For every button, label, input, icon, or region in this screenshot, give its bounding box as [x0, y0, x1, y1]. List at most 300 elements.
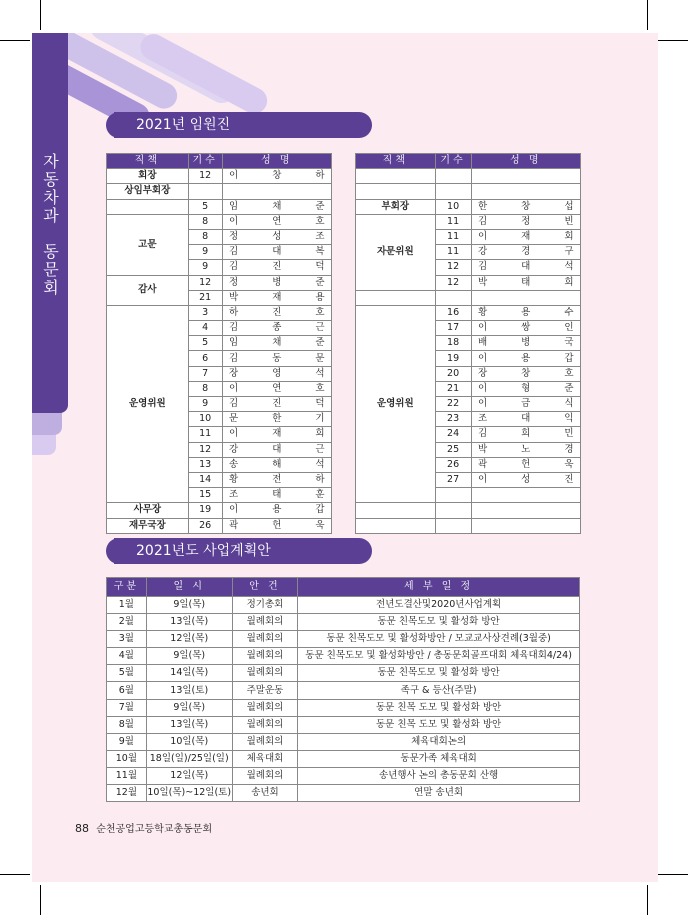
- name-char: 성: [272, 231, 282, 243]
- name-cell: [471, 518, 580, 533]
- month-cell: 1월: [107, 597, 147, 614]
- name-char: 이: [477, 382, 488, 394]
- name-char: 임: [229, 200, 239, 212]
- term-cell: 26: [188, 518, 222, 533]
- page-number: 88: [75, 822, 89, 835]
- name-char: 빈: [564, 215, 574, 227]
- term-cell: 8: [188, 229, 222, 244]
- side-title-char: 회: [43, 278, 59, 297]
- name-char: 인: [564, 322, 574, 334]
- agenda-cell: 월례회의: [232, 733, 298, 750]
- name-char: 쌍: [521, 322, 531, 334]
- term-cell: 11: [435, 214, 471, 229]
- name-cell: [471, 321, 580, 336]
- month-cell: 11월: [107, 767, 147, 784]
- table-row: [356, 169, 581, 184]
- name-cell: [222, 381, 331, 396]
- name-char: 김: [477, 215, 488, 227]
- term-cell: 12: [435, 260, 471, 275]
- agenda-cell: 월례회의: [232, 665, 298, 682]
- name-char: 이: [229, 504, 239, 516]
- side-tab-shadow: [32, 435, 56, 455]
- name-char: 배: [477, 337, 488, 349]
- role-cell: [356, 518, 436, 533]
- name-char: 해: [272, 458, 282, 470]
- name-char: 전: [272, 474, 282, 486]
- name-char: 강: [229, 443, 239, 455]
- name-char: 이: [477, 231, 488, 243]
- table-row: [107, 275, 332, 290]
- role-cell: 운영위원: [107, 305, 189, 502]
- date-cell: 9일(목): [146, 648, 232, 665]
- name-char: 조: [477, 413, 488, 425]
- name-char: 민: [564, 428, 574, 440]
- month-cell: 5월: [107, 665, 147, 682]
- table-row: [107, 518, 332, 533]
- term-cell: [435, 290, 471, 305]
- term-cell: 11: [435, 245, 471, 260]
- side-tab-shadow: [32, 413, 62, 435]
- table-row: [107, 733, 580, 750]
- name-char: 수: [564, 306, 574, 318]
- name-char: 익: [564, 413, 574, 425]
- table-row: [107, 767, 580, 784]
- table-row: [107, 503, 332, 518]
- name-char: 정: [229, 231, 239, 243]
- crop-mark: [0, 40, 30, 41]
- name-cell: [471, 472, 580, 487]
- name-cell: [471, 214, 580, 229]
- table-row: [107, 169, 332, 184]
- term-cell: 6: [188, 351, 222, 366]
- name-char: 이: [477, 322, 488, 334]
- name-char: 조: [315, 231, 325, 243]
- name-char: 채: [272, 337, 282, 349]
- name-cell: [471, 397, 580, 412]
- term-cell: 14: [188, 472, 222, 487]
- date-cell: 12일(목): [146, 767, 232, 784]
- term-cell: 5: [188, 199, 222, 214]
- name-char: 황: [477, 306, 488, 318]
- name-cell: [471, 381, 580, 396]
- date-cell: 18일(일)/25일(일): [146, 750, 232, 767]
- name-cell: [471, 260, 580, 275]
- name-char: 욱: [315, 519, 325, 531]
- side-title-char: 과: [43, 206, 59, 225]
- name-char: 회: [564, 231, 574, 243]
- name-char: 임: [229, 337, 239, 349]
- name-char: 김: [477, 261, 488, 273]
- detail-cell: 동문가족 체육대회: [298, 750, 580, 767]
- term-cell: [435, 184, 471, 199]
- term-cell: 20: [435, 366, 471, 381]
- table-row: [356, 184, 581, 199]
- name-char: 용: [272, 504, 282, 516]
- name-char: 문: [229, 413, 239, 425]
- name-char: 정: [229, 276, 239, 288]
- table-row: [356, 214, 581, 229]
- name-char: 황: [229, 474, 239, 486]
- name-char: 창: [521, 200, 531, 212]
- name-char: 기: [315, 413, 325, 425]
- name-cell: [471, 169, 580, 184]
- table-row: [356, 305, 581, 320]
- name-char: 태: [521, 276, 531, 288]
- name-char: 박: [477, 443, 488, 455]
- header-agenda: 안 건: [232, 578, 298, 597]
- term-cell: 18: [435, 336, 471, 351]
- term-cell: 15: [188, 488, 222, 503]
- name-char: 희: [521, 428, 531, 440]
- side-title-char: 동: [43, 242, 59, 261]
- name-cell: [471, 229, 580, 244]
- table-row: [107, 716, 580, 733]
- date-cell: 13일(목): [146, 614, 232, 631]
- date-cell: 14일(목): [146, 665, 232, 682]
- name-char: 헌: [521, 458, 531, 470]
- name-cell: [222, 503, 331, 518]
- name-char: 이: [229, 382, 239, 394]
- name-char: 장: [229, 367, 239, 379]
- name-char: 한: [272, 413, 282, 425]
- crop-mark: [0, 874, 30, 875]
- name-cell: [222, 472, 331, 487]
- name-cell: [471, 184, 580, 199]
- name-char: 희: [564, 276, 574, 288]
- header-role: 직책: [107, 154, 189, 169]
- detail-cell: 동문 친목도모 및 활성화방안 / 모교교사상견례(3월중): [298, 631, 580, 648]
- crop-mark: [658, 874, 688, 875]
- name-char: 정: [521, 215, 531, 227]
- date-cell: 9일(목): [146, 699, 232, 716]
- crop-mark: [647, 885, 648, 915]
- table-row: [107, 699, 580, 716]
- name-cell: [471, 245, 580, 260]
- name-char: 덕: [315, 398, 325, 410]
- page: [32, 33, 658, 882]
- table-row: [107, 614, 580, 631]
- role-cell: [356, 290, 436, 305]
- role-cell: [356, 169, 436, 184]
- name-char: 호: [315, 215, 325, 227]
- side-title-char: 자: [43, 152, 59, 171]
- role-cell: 자문위원: [356, 214, 436, 290]
- name-char: 김: [229, 246, 239, 258]
- name-char: 진: [272, 398, 282, 410]
- name-char: 박: [229, 291, 239, 303]
- name-char: 석: [564, 261, 574, 273]
- officers-table-right: [355, 153, 581, 534]
- name-cell: [471, 199, 580, 214]
- term-cell: 9: [188, 260, 222, 275]
- name-char: 김: [477, 428, 488, 440]
- term-cell: 26: [435, 457, 471, 472]
- name-char: 헌: [272, 519, 282, 531]
- name-char: 문: [315, 352, 325, 364]
- name-cell: [222, 184, 331, 199]
- term-cell: 21: [435, 381, 471, 396]
- name-char: 용: [315, 291, 325, 303]
- date-cell: 10일(목): [146, 733, 232, 750]
- name-char: 송: [229, 458, 239, 470]
- name-char: 태: [272, 489, 282, 501]
- name-cell: [222, 275, 331, 290]
- header-term: 기수: [188, 154, 222, 169]
- crop-mark: [40, 0, 41, 30]
- name-char: 훈: [315, 489, 325, 501]
- name-char: 한: [477, 200, 488, 212]
- agenda-cell: 월례회의: [232, 699, 298, 716]
- name-char: 근: [315, 322, 325, 334]
- name-cell: [222, 351, 331, 366]
- name-char: 준: [315, 337, 325, 349]
- table-row: [107, 648, 580, 665]
- date-cell: 12일(목): [146, 631, 232, 648]
- name-char: 대: [521, 413, 531, 425]
- term-cell: 21: [188, 290, 222, 305]
- name-char: 노: [521, 443, 531, 455]
- name-char: 성: [521, 474, 531, 486]
- name-char: 경: [564, 443, 574, 455]
- date-cell: 13일(목): [146, 716, 232, 733]
- role-cell: 재무국장: [107, 518, 189, 533]
- detail-cell: 송년행사 논의 총동문회 산행: [298, 767, 580, 784]
- detail-cell: 체육대회논의: [298, 733, 580, 750]
- name-char: 진: [564, 474, 574, 486]
- name-cell: [222, 214, 331, 229]
- term-cell: 9: [188, 397, 222, 412]
- name-cell: [222, 169, 331, 184]
- section-title: 2021년 임원진: [136, 117, 231, 133]
- term-cell: 7: [188, 366, 222, 381]
- month-cell: 10월: [107, 750, 147, 767]
- name-char: 재: [521, 231, 531, 243]
- name-cell: [222, 427, 331, 442]
- agenda-cell: 주말운동: [232, 682, 298, 699]
- footer-org: 순천공업고등학교총동문회: [96, 824, 213, 835]
- date-cell: 13일(토): [146, 682, 232, 699]
- name-char: 김: [229, 261, 239, 273]
- name-char: 연: [272, 382, 282, 394]
- officers-table-left: [106, 153, 332, 534]
- date-cell: 9일(목): [146, 597, 232, 614]
- name-cell: [222, 199, 331, 214]
- name-char: 대: [272, 443, 282, 455]
- term-cell: 3: [188, 305, 222, 320]
- name-char: 영: [272, 367, 282, 379]
- name-cell: [222, 260, 331, 275]
- crop-mark: [658, 40, 688, 41]
- footer: [75, 820, 212, 835]
- name-char: 섭: [564, 200, 574, 212]
- date-cell: 10일(목)~12일(토): [146, 785, 232, 802]
- name-char: 이: [477, 352, 488, 364]
- name-cell: [471, 275, 580, 290]
- name-char: 김: [229, 398, 239, 410]
- name-cell: [222, 245, 331, 260]
- name-cell: [222, 366, 331, 381]
- name-char: 식: [564, 398, 574, 410]
- name-char: 김: [229, 352, 239, 364]
- crop-mark: [647, 0, 648, 30]
- name-cell: [471, 442, 580, 457]
- side-title: [40, 153, 62, 297]
- name-char: 이: [477, 398, 488, 410]
- name-char: 구: [564, 246, 574, 258]
- crop-mark: [40, 885, 41, 915]
- name-char: 용: [521, 352, 531, 364]
- name-char: 석: [315, 458, 325, 470]
- name-cell: [222, 412, 331, 427]
- term-cell: 12: [435, 275, 471, 290]
- name-char: 이: [229, 170, 239, 182]
- detail-cell: 족구 & 등산(주말): [298, 682, 580, 699]
- name-cell: [222, 229, 331, 244]
- name-cell: [222, 305, 331, 320]
- name-char: 하: [315, 474, 325, 486]
- agenda-cell: 체육대회: [232, 750, 298, 767]
- name-char: 재: [272, 291, 282, 303]
- term-cell: 24: [435, 427, 471, 442]
- name-cell: [222, 321, 331, 336]
- term-cell: 25: [435, 442, 471, 457]
- name-char: 국: [564, 337, 574, 349]
- name-char: 희: [315, 428, 325, 440]
- name-cell: [471, 290, 580, 305]
- name-char: 병: [272, 276, 282, 288]
- name-char: 호: [315, 306, 325, 318]
- term-cell: 10: [188, 412, 222, 427]
- name-cell: [471, 503, 580, 518]
- name-char: 갑: [564, 352, 574, 364]
- name-cell: [222, 518, 331, 533]
- name-cell: [222, 290, 331, 305]
- agenda-cell: 월례회의: [232, 631, 298, 648]
- name-char: 금: [521, 398, 531, 410]
- header-month: 구분: [107, 578, 147, 597]
- term-cell: [435, 518, 471, 533]
- name-char: 창: [272, 170, 282, 182]
- role-cell: 부회장: [356, 199, 436, 214]
- month-cell: 3월: [107, 631, 147, 648]
- role-cell: [356, 503, 436, 518]
- month-cell: 12월: [107, 785, 147, 802]
- name-char: 박: [477, 276, 488, 288]
- side-title-char: [40, 225, 62, 243]
- name-cell: [222, 488, 331, 503]
- month-cell: 6월: [107, 682, 147, 699]
- agenda-cell: 월례회의: [232, 614, 298, 631]
- agenda-cell: 월례회의: [232, 767, 298, 784]
- name-char: 곽: [477, 458, 488, 470]
- plan-table: [106, 577, 580, 802]
- name-char: 호: [315, 382, 325, 394]
- detail-cell: 전년도결산및2020년사업계획: [298, 597, 580, 614]
- name-char: 채: [272, 200, 282, 212]
- term-cell: 17: [435, 321, 471, 336]
- table-row: [356, 199, 581, 214]
- detail-cell: 동문 친목도모 및 활성화 방안: [298, 665, 580, 682]
- name-char: 호: [564, 367, 574, 379]
- month-cell: 4월: [107, 648, 147, 665]
- agenda-cell: 송년회: [232, 785, 298, 802]
- table-row: [107, 214, 332, 229]
- name-char: 근: [315, 443, 325, 455]
- term-cell: 5: [188, 336, 222, 351]
- section-banner-plan: [114, 538, 372, 564]
- term-cell: 4: [188, 321, 222, 336]
- section-banner-officers: [114, 112, 372, 138]
- section-title: 2021년도 사업계획안: [136, 543, 271, 559]
- name-cell: [222, 457, 331, 472]
- name-cell: [222, 336, 331, 351]
- table-row: [356, 518, 581, 533]
- name-char: 이: [229, 428, 239, 440]
- role-cell: 회장: [107, 169, 189, 184]
- side-title-char: 차: [43, 188, 59, 207]
- name-cell: [471, 412, 580, 427]
- term-cell: 11: [435, 229, 471, 244]
- name-char: 재: [272, 428, 282, 440]
- table-row: [107, 750, 580, 767]
- table-row: [107, 682, 580, 699]
- name-char: 진: [272, 306, 282, 318]
- name-char: 연: [272, 215, 282, 227]
- term-cell: 12: [188, 169, 222, 184]
- name-char: 준: [315, 276, 325, 288]
- term-cell: 9: [188, 245, 222, 260]
- name-char: 경: [521, 246, 531, 258]
- name-cell: [222, 442, 331, 457]
- month-cell: 9월: [107, 733, 147, 750]
- header-role: 직책: [356, 154, 436, 169]
- term-cell: 8: [188, 381, 222, 396]
- name-char: 창: [521, 367, 531, 379]
- term-cell: 19: [435, 351, 471, 366]
- name-char: 갑: [315, 504, 325, 516]
- name-char: 곽: [229, 519, 239, 531]
- name-char: 대: [272, 246, 282, 258]
- term-cell: 8: [188, 214, 222, 229]
- month-cell: 2월: [107, 614, 147, 631]
- name-char: 하: [229, 306, 239, 318]
- role-cell: [356, 184, 436, 199]
- table-row: [107, 305, 332, 320]
- name-char: 석: [315, 367, 325, 379]
- agenda-cell: 월례회의: [232, 716, 298, 733]
- name-char: 복: [315, 246, 325, 258]
- detail-cell: 동문 친목 도모 및 활성화 방안: [298, 716, 580, 733]
- term-cell: 23: [435, 412, 471, 427]
- name-char: 동: [272, 352, 282, 364]
- name-cell: [471, 351, 580, 366]
- role-cell: 사무장: [107, 503, 189, 518]
- name-char: 준: [315, 200, 325, 212]
- term-cell: 19: [188, 503, 222, 518]
- table-row: [107, 785, 580, 802]
- name-char: 강: [477, 246, 488, 258]
- name-cell: [471, 305, 580, 320]
- table-row: [107, 597, 580, 614]
- header-date: 일 시: [146, 578, 232, 597]
- name-char: 덕: [315, 261, 325, 273]
- name-char: 종: [272, 322, 282, 334]
- term-cell: 10: [435, 199, 471, 214]
- role-cell: 상임부회장: [107, 184, 189, 199]
- header-name: 성 명: [222, 154, 331, 169]
- name-char: 병: [521, 337, 531, 349]
- name-char: 준: [564, 382, 574, 394]
